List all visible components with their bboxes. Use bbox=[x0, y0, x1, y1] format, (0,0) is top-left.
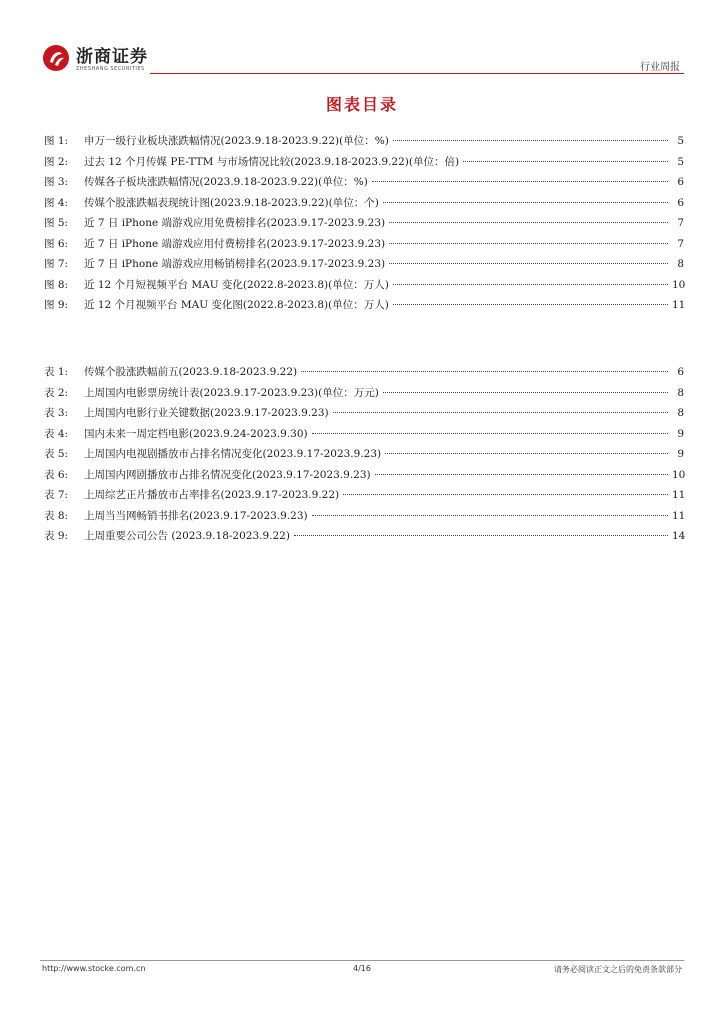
toc-entry-page: 6 bbox=[677, 196, 684, 209]
figure-toc-entry[interactable] bbox=[44, 277, 684, 298]
toc-entry-title: 上周当当网畅销书排名(2023.9.17-2023.9.23) bbox=[84, 509, 308, 522]
toc-entry-number: 图 2: bbox=[44, 155, 69, 168]
figure-toc-entry[interactable] bbox=[44, 174, 684, 195]
page-footer bbox=[42, 964, 682, 978]
toc-entry-title: 上周重要公司公告 (2023.9.18-2023.9.22) bbox=[84, 530, 290, 542]
toc-dot-leader bbox=[343, 494, 668, 495]
toc-entry-number: 图 5: bbox=[44, 217, 69, 229]
toc-dot-leader bbox=[389, 243, 668, 244]
toc-entry-number: 图 9: bbox=[44, 299, 69, 311]
toc-entry-page: 8 bbox=[677, 407, 684, 419]
logo-name: 浙商证券 bbox=[76, 47, 148, 67]
toc-entry-title: 上周综艺正片播放市占率排名(2023.9.17-2023.9.22) bbox=[84, 489, 340, 501]
figure-list bbox=[44, 133, 684, 318]
toc-dot-leader bbox=[463, 161, 668, 162]
footer-disclaimer: 请务必阅读正文之后的免责条款部分 bbox=[554, 965, 682, 974]
header-divider bbox=[150, 73, 684, 74]
toc-entry-page: 9 bbox=[677, 427, 684, 440]
toc-entry-page: 9 bbox=[677, 448, 684, 460]
table-toc-entry[interactable] bbox=[44, 467, 684, 488]
figure-toc-entry[interactable] bbox=[44, 236, 684, 257]
toc-dot-leader bbox=[389, 263, 668, 264]
toc-entry-title: 近 7 日 iPhone 端游戏应用畅销榜排名(2023.9.17-2023.9.23) bbox=[84, 258, 386, 270]
toc-dot-leader bbox=[375, 474, 668, 475]
toc-entry-title: 传媒个股涨跌幅前五(2023.9.18-2023.9.22) bbox=[84, 366, 298, 378]
toc-entry-title: 国内未来一周定档电影(2023.9.24-2023.9.30) bbox=[84, 427, 308, 440]
toc-entry-page: 5 bbox=[677, 155, 684, 168]
toc-entry-title: 近 12 个月视频平台 MAU 变化图(2022.8-2023.8)(单位：万人) bbox=[84, 299, 389, 311]
table-toc-entry[interactable] bbox=[44, 508, 684, 529]
footer-divider bbox=[40, 960, 684, 961]
toc-entry-number: 图 7: bbox=[44, 258, 69, 270]
toc-dot-leader bbox=[393, 140, 668, 141]
toc-entry-number: 表 8: bbox=[44, 509, 69, 522]
footer-url-link[interactable]: http://www.stocke.com.cn bbox=[42, 964, 146, 973]
toc-entry-title: 上周国内电视剧播放市占排名情况变化(2023.9.17-2023.9.23) bbox=[84, 448, 382, 460]
report-type-label: 行业周报 bbox=[640, 62, 680, 73]
logo-mark-icon bbox=[42, 44, 70, 72]
toc-entry-title: 近 12 个月短视频平台 MAU 变化(2022.8-2023.8)(单位：万人) bbox=[84, 278, 389, 291]
toc-dot-leader bbox=[301, 371, 668, 372]
table-toc-entry[interactable] bbox=[44, 487, 684, 508]
table-toc-entry[interactable] bbox=[44, 385, 684, 406]
figure-toc-entry[interactable] bbox=[44, 215, 684, 236]
toc-entry-number: 图 4: bbox=[44, 196, 69, 209]
toc-entry-title: 过去 12 个月传媒 PE-TTM 与市场情况比较(2023.9.18-2023.9.22)(单位：倍) bbox=[84, 155, 460, 168]
toc-entry-title: 传媒个股涨跌幅表现统计图(2023.9.18-2023.9.22)(单位：个) bbox=[84, 196, 379, 209]
toc-entry-page: 6 bbox=[677, 366, 684, 378]
toc-entry-page: 10 bbox=[672, 278, 686, 291]
toc-entry-title: 传媒各子板块涨跌幅情况(2023.9.18-2023.9.22)(单位：%) bbox=[84, 176, 368, 188]
toc-entry-number: 图 8: bbox=[44, 278, 69, 291]
figure-toc-entry[interactable] bbox=[44, 297, 684, 318]
toc-entry-number: 表 2: bbox=[44, 386, 69, 399]
toc-entry-page: 11 bbox=[672, 509, 686, 522]
figure-toc-entry[interactable] bbox=[44, 195, 684, 216]
toc-dot-leader bbox=[383, 392, 668, 393]
toc-dot-leader bbox=[383, 202, 668, 203]
toc-entry-number: 表 1: bbox=[44, 366, 69, 378]
toc-entry-title: 申万一级行业板块涨跌幅情况(2023.9.18-2023.9.22)(单位：%) bbox=[84, 135, 389, 147]
toc-entry-page: 11 bbox=[672, 299, 686, 311]
page-title: 图表目录 bbox=[325, 95, 398, 114]
toc-entry-page: 8 bbox=[677, 258, 684, 270]
toc-entry-title: 上周国内网剧播放市占排名情况变化(2023.9.17-2023.9.23) bbox=[84, 468, 371, 481]
toc-entry-page: 14 bbox=[672, 530, 686, 542]
toc-entry-title: 上周国内电影行业关键数据(2023.9.17-2023.9.23) bbox=[84, 407, 329, 419]
toc-entry-page: 8 bbox=[677, 386, 684, 399]
table-toc-entry[interactable] bbox=[44, 364, 684, 385]
toc-entry-title: 近 7 日 iPhone 端游戏应用付费榜排名(2023.9.17-2023.9.23) bbox=[84, 237, 386, 250]
toc-entry-number: 表 6: bbox=[44, 468, 69, 481]
table-list bbox=[44, 364, 684, 549]
table-toc-entry[interactable] bbox=[44, 446, 684, 467]
toc-entry-page: 10 bbox=[672, 468, 686, 481]
toc-dot-leader bbox=[333, 412, 668, 413]
toc-entry-number: 图 6: bbox=[44, 237, 69, 250]
toc-dot-leader bbox=[372, 181, 668, 182]
toc-entry-page: 6 bbox=[677, 176, 684, 188]
toc-entry-title: 上周国内电影票房统计表(2023.9.17-2023.9.23)(单位：万元) bbox=[84, 386, 379, 399]
toc-entry-page: 5 bbox=[677, 135, 684, 147]
figure-toc-entry[interactable] bbox=[44, 256, 684, 277]
table-toc-entry[interactable] bbox=[44, 405, 684, 426]
toc-entry-number: 表 5: bbox=[44, 448, 69, 460]
toc-dot-leader bbox=[385, 453, 668, 454]
toc-entry-page: 7 bbox=[677, 237, 684, 250]
toc-entry-title: 近 7 日 iPhone 端游戏应用免费榜排名(2023.9.17-2023.9.23) bbox=[84, 217, 386, 229]
toc-entry-number: 表 3: bbox=[44, 407, 69, 419]
logo-subtitle: ZHESHANG SECURITIES bbox=[76, 66, 145, 72]
toc-entry-number: 表 7: bbox=[44, 489, 69, 501]
table-toc-entry[interactable] bbox=[44, 528, 684, 549]
figure-toc-entry[interactable] bbox=[44, 133, 684, 154]
footer-page-number: 4/16 bbox=[353, 964, 371, 973]
toc-entry-number: 表 9: bbox=[44, 530, 69, 542]
toc-entry-number: 表 4: bbox=[44, 427, 69, 440]
toc-dot-leader bbox=[393, 304, 668, 305]
toc-dot-leader bbox=[312, 515, 668, 516]
toc-dot-leader bbox=[312, 433, 668, 434]
toc-dot-leader bbox=[294, 535, 668, 536]
table-toc-entry[interactable] bbox=[44, 426, 684, 447]
toc-entry-page: 7 bbox=[677, 217, 684, 229]
toc-entry-number: 图 1: bbox=[44, 135, 69, 147]
toc-dot-leader bbox=[389, 222, 668, 223]
toc-entry-page: 11 bbox=[672, 489, 686, 501]
figure-toc-entry[interactable] bbox=[44, 154, 684, 175]
toc-dot-leader bbox=[393, 284, 668, 285]
toc-entry-number: 图 3: bbox=[44, 176, 69, 188]
